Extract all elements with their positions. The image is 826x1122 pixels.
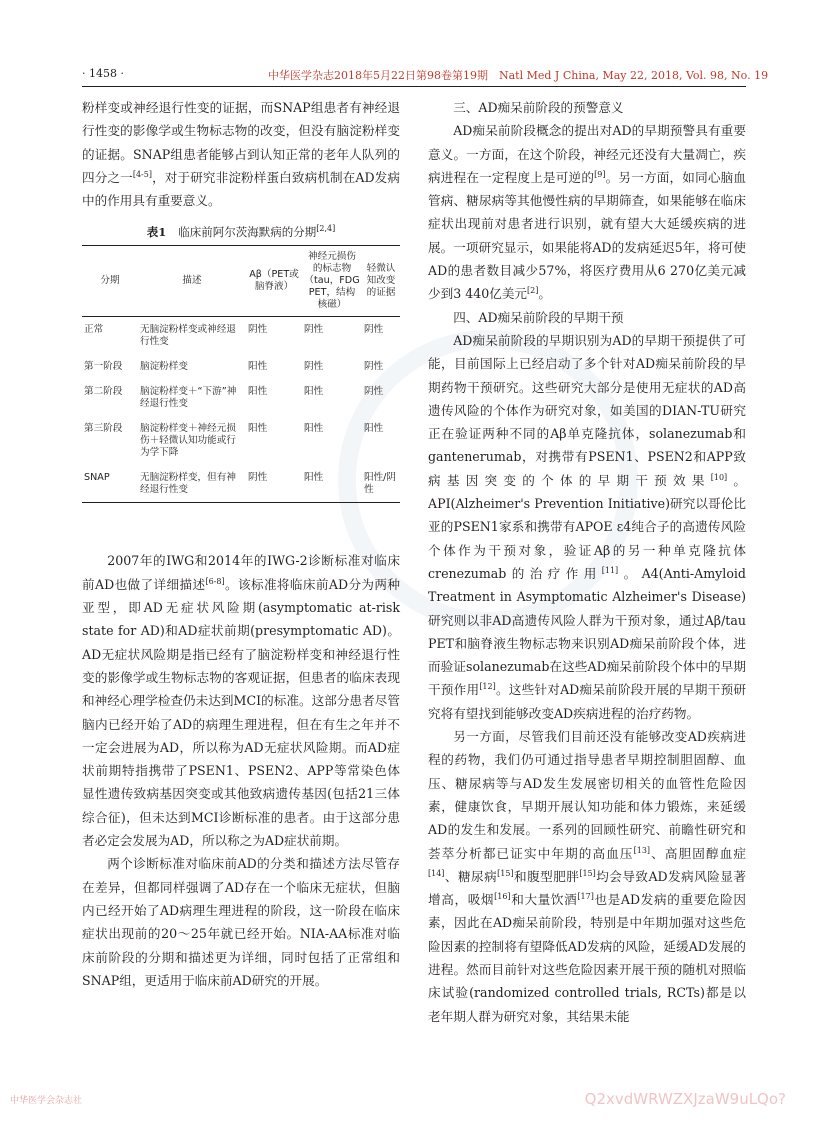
table-row (82, 354, 400, 379)
table-header: 描述 (182, 275, 202, 287)
section-heading: 四、AD痴呆前阶段的早期干预 (453, 309, 624, 325)
left-column (82, 96, 400, 992)
table-header: Aβ（PET或脑脊液） (249, 269, 299, 293)
table-cell: 阳性 (304, 472, 324, 484)
table-row (82, 416, 400, 465)
table-cell: 阳性 (248, 423, 268, 435)
citation[interactable]: [15] (579, 868, 596, 878)
page-number: · 1458 · (82, 67, 124, 80)
citation[interactable]: [16] (494, 892, 511, 902)
table-row (82, 465, 400, 503)
table-cell: 阳性 (248, 361, 268, 373)
table-cell: 阴性 (304, 361, 324, 373)
paragraph: 2007年的IWG和2014年的IWG-2诊断标准对临床前AD也做了详细描述[6-8]。该标准将临床前AD分为两种亚型，即AD无症状风险期(asymptomatic at-risk state for AD)和AD症状前期(presymptomatic AD)。AD无症状风险期是指已经有了脑淀粉样变和神经退行性变的影像学或生物标志物的客观证据，但患者的临床表现和神经心理学检查仍未达到MCI的标准。这部分患者尽管脑内已经开始了AD的病理生理进程，但在有生之年并不一定会进展为AD，所以称为AD无症状风险期。而AD症状前期特指携带了PSEN1、PSEN2、APP等常染色体显性遗传致病基因突变或其他致病遗传基因(包括21三体综合征)，但未达到MCI诊断标准的患者。由于这部分患者必定会发展为AD，所以称之为AD症状前期。 (82, 553, 400, 849)
table-cell: 脑淀粉样变＋神经元损伤＋轻微认知功能或行为学下降 (140, 423, 236, 459)
table-cell: 阳性 (364, 423, 384, 435)
citation[interactable]: [12] (479, 682, 496, 692)
section-heading: 三、AD痴呆前阶段的预警意义 (453, 100, 624, 115)
citation[interactable]: [11] (601, 565, 619, 575)
table-cell: 脑淀粉样变 (140, 361, 188, 373)
table-cell: 正常 (84, 324, 104, 336)
table-cell: 阳性 (304, 386, 324, 398)
paragraph: 另一方面，尽管我们目前还没有能够改变AD疾病进程的药物，我们仍可通过指导患者早期控制胆固醇、血压、糖尿病等与AD发生发展密切相关的血管性危险因素，健康饮食，早期开展认知功能和体力锻炼，来延缓AD的发生和发展。一系列的回顾性研究、前瞻性研究和荟萃分析都已证实中年期的高血压[13]、高胆固醇血症[14]、糖尿病[15]和腹型肥胖[15]均会导致AD发病风险显著增高，吸烟[16]和大量饮酒[17]也是AD发病的重要危险因素，因此在AD痴呆前阶段，特别是中年期加强对这些危险因素的控制将有望降低AD发病的风险，延缓AD发展的进程。然而目前针对这些危险因素开展干预的随机对照临床试验(randomized controlled trials, RCTs)都是以老年期人群为研究对象，其结果未能 (428, 729, 747, 1024)
citation[interactable]: [9] (594, 169, 606, 179)
footer-code: Q2xvdWRWZXJzaW9uLQo? (584, 1090, 786, 1108)
publisher-logo: 中华医学会杂志社 (10, 1096, 83, 1106)
paragraph: 粉样变或神经退行性变的证据，而SNAP组患者有神经退行性变的影像学或生物标志物的改变，但没有脑淀粉样变的证据。SNAP组患者能够占到认知正常的老年人队列的四分之一[4-5]，对于研究非淀粉样蛋白致病机制在AD发病中的作用具有重要意义。 (82, 100, 401, 209)
citation[interactable]: [15] (497, 868, 514, 878)
paragraph: AD痴呆前阶段概念的提出对AD的早期预警具有重要意义。一方面，在这个阶段，神经元还没有大量凋亡，疾病进程在一定程度上是可逆的[9]。另一方面，如同心脑血管病、糖尿病等其他慢性病的早期筛查，如果能够在临床症状出现前对患者进行识别，就有望大大延缓疾病的进展。一项研究显示，如果能将AD的发病延迟5年，将可使AD的患者数目减少57%，将医疗费用从6 270亿美元减少到3 440亿美元[2]。 (428, 123, 747, 302)
paragraph: 两个诊断标准对临床前AD的分类和描述方法尽管存在差异，但都同样强调了AD存在一个临床无症状，但脑内已经开始了AD病理生理进程的阶段，这一阶段在临床症状出现前的20～25年就已经开始。NIA-AA标准对临床前阶段的分期和描述更为详细，同时包括了正常组和SNAP组，更适用于临床前AD研究的开展。 (82, 856, 400, 988)
table-cell: SNAP (84, 472, 110, 484)
table-cell: 阳性 (248, 386, 268, 398)
table-cell: 阴性 (304, 324, 324, 336)
citation[interactable]: [17] (577, 892, 594, 902)
staging-table (82, 245, 400, 503)
table-cell: 阳性/阴性 (364, 472, 397, 496)
table-cell: 阴性 (248, 324, 268, 336)
citation[interactable]: [6-8] (205, 576, 225, 586)
right-column (428, 96, 746, 1028)
table-caption: 表1 临床前阿尔茨海默病的分期[2,4] (146, 224, 336, 240)
citation[interactable]: [4-5] (132, 169, 152, 179)
table-header: 分期 (100, 275, 120, 287)
table-cell: 阳性 (304, 423, 324, 435)
citation[interactable]: [10] (710, 472, 728, 482)
table-cell: 第一阶段 (84, 361, 123, 373)
table-cell: 无脑淀粉样变或神经退行性变 (140, 324, 236, 348)
paragraph: AD痴呆前阶段的早期识别为AD的早期干预提供了可能，目前国际上已经启动了多个针对AD痴呆前阶段的早期药物干预研究。这些研究大部分是使用无症状的AD高遗传风险的个体作为研究对象，如美国的DIAN-TU研究正在验证两种不同的Aβ单克隆抗体，solanezumab和gantenerumab，对携带有PSEN1、PSEN2和APP致病基因突变的个体的早期干预效果[10]。API(Alzheimer's Prevention Initiative)研究以哥伦比亚的PSEN1家系和携带有APOE ε4纯合子的高遗传风险个体作为干预对象，验证Aβ的另一种单克隆抗体crenezumab的治疗作用[11]。A4(Anti-Amyloid Treatment in Asymptomatic Alzheimer's Disease)研究则以非AD高遗传风险人群为干预对象，通过Aβ/tau PET和脑脊液生物标志物来识别AD痴呆前阶段个体，进而验证solanezumab在这些AD痴呆前阶段个体中的早期干预作用[12]。这些针对AD痴呆前阶段开展的早期干预研究将有望找到能够改变AD疾病进程的治疗药物。 (428, 332, 747, 721)
table-cell: 第二阶段 (84, 386, 123, 398)
table-cell: 第三阶段 (84, 423, 123, 435)
table-row (82, 379, 400, 416)
citation[interactable]: [14] (428, 868, 445, 878)
table-cell: 无脑淀粉样变，但有神经退行性变 (140, 472, 236, 496)
running-header: 中华医学杂志2018年5月22日第98卷第19期 Natl Med J China, May 22, 2018, Vol. 98, No. 19 (268, 69, 769, 82)
table-header: 轻微认知改变的证据 (366, 263, 396, 299)
table-row (82, 317, 400, 355)
citation[interactable]: [2] (527, 286, 539, 296)
citation[interactable]: [13] (633, 845, 651, 855)
header-rule (82, 86, 746, 87)
table-cell: 阴性 (364, 324, 384, 336)
table-cell: 阴性 (248, 472, 268, 484)
table-cell: 阴性 (364, 361, 384, 373)
table-cell: 阴性 (364, 386, 384, 398)
table-header: 神经元损伤的标志物（tau，FDG PET，结构核磁） (304, 251, 360, 311)
table-cell: 脑淀粉样变＋“下游”神经退行性变 (140, 386, 237, 410)
